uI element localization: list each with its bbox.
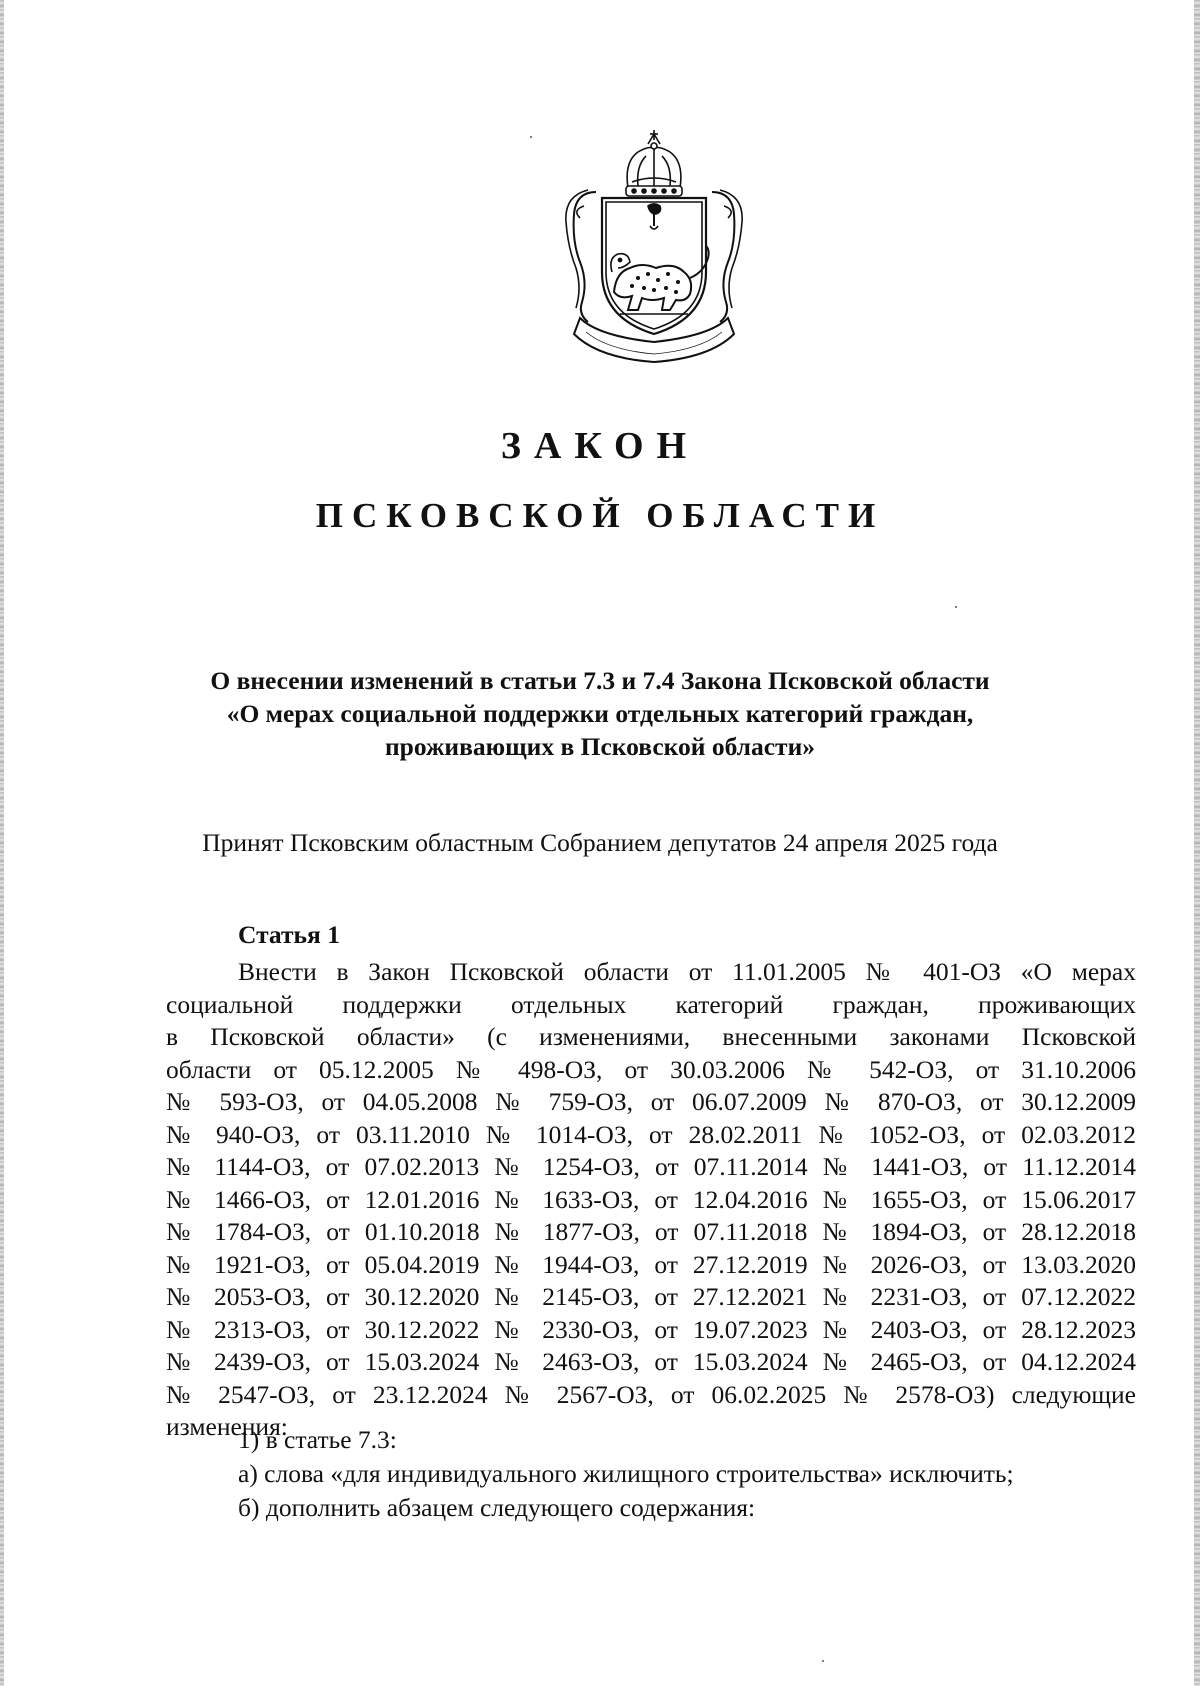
law-heading <box>150 664 1050 763</box>
body-line: № 1144-ОЗ, от 07.02.2013 № 1254-ОЗ, от 07.11.2014 № 1441-ОЗ, от 11.12.2014 <box>166 1152 1136 1181</box>
article-body <box>166 956 1136 1444</box>
body-line: области от 05.12.2005 № 498-ОЗ, от 30.03.2006 № 542-ОЗ, от 31.10.2006 <box>166 1054 1136 1084</box>
adoption-statement: Принят Псковским областным Собранием депутатов 24 апреля 2025 года <box>202 828 998 857</box>
scan-speck <box>955 606 957 608</box>
body-line: № 2547-ОЗ, от 23.12.2024 № 2567-ОЗ, от 06.02.2025 № 2578-ОЗ) следующие <box>166 1379 1136 1409</box>
body-line: № 593-ОЗ, от 04.05.2008 № 759-ОЗ, от 06.07.2009 № 870-ОЗ, от 30.12.2009 <box>166 1087 1136 1116</box>
amendment-item: а) слова «для индивидуального жилищного строительства» исключить; <box>238 1459 1014 1488</box>
law-region-subtitle: ПСКОВСКОЙ ОБЛАСТИ <box>315 496 885 535</box>
heading-line: проживающих в Псковской области» <box>384 732 816 761</box>
amendment-items <box>238 1423 1014 1525</box>
scan-speck <box>530 136 532 138</box>
heading-line: «О мерах социальной поддержки отдельных категорий граждан, <box>226 699 974 728</box>
body-line: изменения: <box>166 1412 288 1441</box>
law-title: ЗАКОН <box>500 425 700 467</box>
body-line: в Псковской области» (с изменениями, внесенными законами Псковской <box>166 1022 1136 1051</box>
body-line: № 2313-ОЗ, от 30.12.2022 № 2330-ОЗ, от 19.07.2023 № 2403-ОЗ, от 28.12.2023 <box>166 1314 1136 1344</box>
amendment-item: б) дополнить абзацем следующего содержания: <box>238 1493 756 1522</box>
article-title: Статья 1 <box>238 920 340 949</box>
body-line: № 940-ОЗ, от 03.11.2010 № 1014-ОЗ, от 28.02.2011 № 1052-ОЗ, от 02.03.2012 <box>166 1119 1136 1149</box>
body-line: № 2439-ОЗ, от 15.03.2024 № 2463-ОЗ, от 15.03.2024 № 2465-ОЗ, от 04.12.2024 <box>166 1347 1136 1376</box>
scan-speck <box>822 1660 824 1662</box>
body-line: № 1921-ОЗ, от 05.04.2019 № 1944-ОЗ, от 27.12.2019 № 2026-ОЗ, от 13.03.2020 <box>166 1249 1136 1279</box>
pskov-coat-of-arms-icon <box>558 122 750 368</box>
heading-line: О внесении изменений в статьи 7.3 и 7.4 Закона Псковской области <box>210 666 990 695</box>
body-line: № 2053-ОЗ, от 30.12.2020 № 2145-ОЗ, от 27.12.2021 № 2231-ОЗ, от 07.12.2022 <box>166 1282 1136 1311</box>
body-line: № 1784-ОЗ, от 01.10.2018 № 1877-ОЗ, от 07.11.2018 № 1894-ОЗ, от 28.12.2018 <box>166 1217 1136 1246</box>
body-line: Внести в Закон Псковской области от 11.01.2005 № 401-ОЗ «О мерах <box>238 957 1136 986</box>
body-line: социальной поддержки отдельных категорий граждан, проживающих <box>166 989 1136 1019</box>
amendment-item: 1) в статье 7.3: <box>238 1425 397 1454</box>
body-line: № 1466-ОЗ, от 12.01.2016 № 1633-ОЗ, от 12.04.2016 № 1655-ОЗ, от 15.06.2017 <box>166 1184 1136 1214</box>
